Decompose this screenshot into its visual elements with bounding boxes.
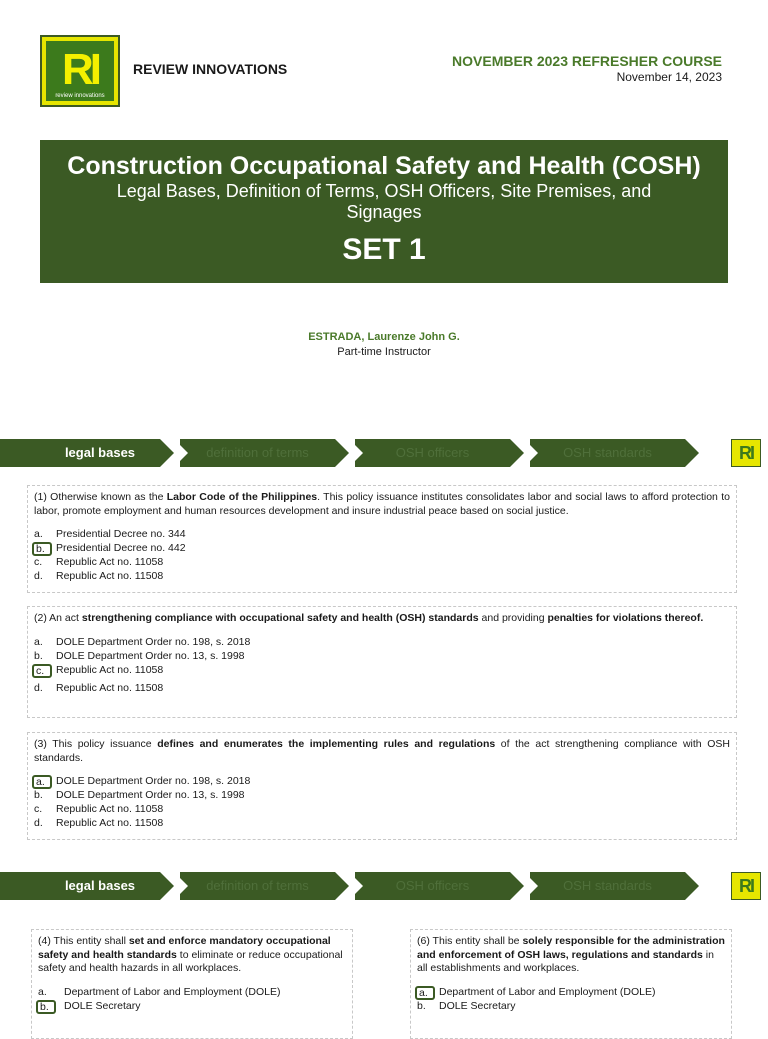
nav-arrow [160, 439, 174, 467]
title-banner [40, 140, 728, 283]
author-role: Part-time Instructor [337, 346, 431, 358]
answer-option[interactable]: a. Presidential Decree no. 344 [34, 528, 186, 540]
question-stem: (3) This policy issuance defines and enumerates the implementing rules and regulations of the act strengthening compliance with OSH standards. [34, 738, 730, 764]
answer-option[interactable]: c. Republic Act no. 11058 [34, 556, 164, 568]
document-subtitle: Legal Bases, Definition of Terms, OSH Officers, Site Premises, and Signages [116, 181, 652, 222]
review-innovations-logo [40, 35, 120, 107]
nav-definition-of-terms[interactable]: definition of terms [180, 872, 335, 900]
answer-option[interactable]: b. DOLE Department Order no. 13, s. 1998 [34, 789, 245, 801]
answer-option[interactable]: a. DOLE Department Order no. 198, s. 2018 [34, 635, 251, 648]
answer-option[interactable]: d. Republic Act no. 11508 [34, 570, 164, 582]
brand-name: REVIEW INNOVATIONS [133, 61, 288, 77]
question-stem: (2) An act strengthening compliance with occupational safety and health (OSH) standards and providing penalties for violations thereof. [34, 612, 704, 624]
set-label: SET 1 [342, 233, 426, 266]
answer-option[interactable]: b. DOLE Department Order no. 13, s. 1998 [34, 649, 245, 662]
answer-option[interactable]: b. DOLE Secretary [417, 999, 516, 1012]
nav-osh-standards[interactable]: OSH standards [530, 439, 685, 467]
nav-legal-bases[interactable]: legal bases [0, 439, 160, 467]
answer-option-correct[interactable]: b. DOLE Secretary [38, 1000, 346, 1014]
nav-osh-standards[interactable]: OSH standards [530, 872, 685, 900]
course-title: NOVEMBER 2023 REFRESHER COURSE [452, 53, 722, 69]
answer-option-correct[interactable]: a. DOLE Department Order no. 198, s. 2018 [34, 775, 730, 789]
nav-osh-officers[interactable]: OSH officers [355, 872, 510, 900]
question-card [27, 606, 737, 718]
question-stem: (6) This entity shall be solely responsible for the administration and enforcement of OSH laws, regulations and standards in all establishments and workplaces. [417, 935, 725, 974]
logo-sub: review innovations [55, 93, 105, 99]
question-card [27, 485, 737, 593]
mini-logo: RI [731, 872, 761, 900]
answer-option-correct[interactable]: a. Department of Labor and Employment (DOLE) [417, 986, 725, 1000]
document-title: Construction Occupational Safety and Health (COSH) [67, 152, 701, 180]
nav-definition-of-terms[interactable]: definition of terms [180, 439, 335, 467]
question-stem: (1) Otherwise known as the Labor Code of the Philippines. This policy issuance institutes consolidates labor and social laws to afford protection to labor, promote employment and human resources development and insure industrial peace based on social justice. [34, 491, 730, 517]
question-stem: (4) This entity shall set and enforce mandatory occupational safety and health standards to eliminate or reduce occupational safety and health hazards in all workplaces. [38, 935, 343, 974]
course-date: November 14, 2023 [616, 70, 722, 84]
section-nav [0, 872, 700, 900]
answer-option-correct[interactable]: b. Presidential Decree no. 442 [34, 542, 730, 556]
logo-text: RI [62, 45, 98, 94]
question-card [27, 732, 737, 840]
answer-option[interactable]: c. Republic Act no. 11058 [34, 803, 164, 815]
answer-option[interactable]: d. Republic Act no. 11508 [34, 681, 164, 694]
answer-option[interactable]: d. Republic Act no. 11508 [34, 817, 164, 829]
nav-osh-officers[interactable]: OSH officers [355, 439, 510, 467]
author-name: ESTRADA, Laurenze John G. [308, 331, 460, 343]
answer-option-correct[interactable]: c. Republic Act no. 11058 [34, 664, 730, 678]
mini-logo: RI [731, 439, 761, 467]
nav-legal-bases[interactable]: legal bases [0, 872, 160, 900]
answer-option[interactable]: a. Department of Labor and Employment (DOLE) [38, 985, 281, 998]
question-card [31, 929, 353, 1039]
section-nav [0, 439, 700, 467]
question-card [410, 929, 732, 1039]
